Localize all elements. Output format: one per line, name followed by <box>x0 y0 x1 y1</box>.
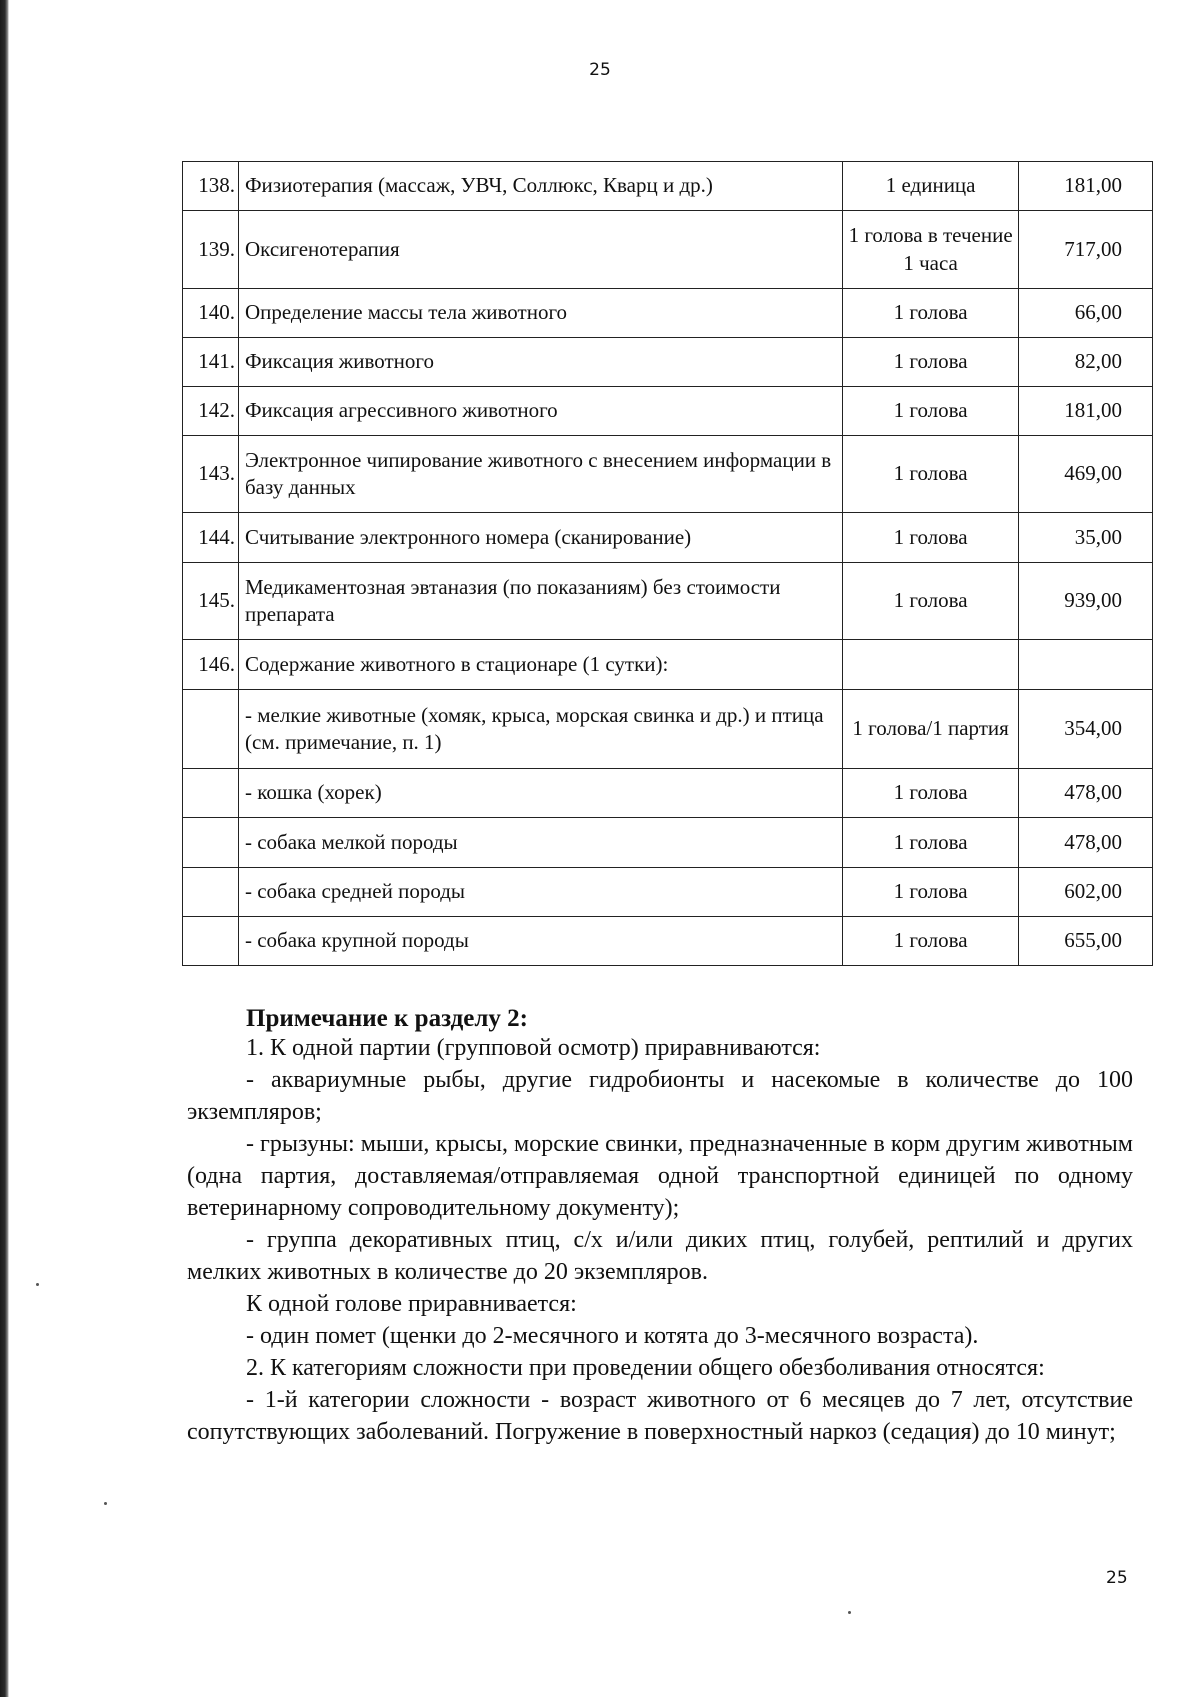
note-heading: Примечание к разделу 2: <box>246 1005 529 1032</box>
unit-of-measure: 1 голова <box>843 338 1019 387</box>
price: 66,00 <box>1019 289 1153 338</box>
note-paragraph: - 1-й категории сложности - возраст животного от 6 месяцев до 7 лет, отсутствие сопутствующих заболеваний. Погружение в поверхностный наркоз (седация) до 10 минут; <box>187 1387 1133 1445</box>
table-row <box>183 917 1153 966</box>
unit-of-measure: 1 голова <box>843 818 1019 868</box>
price: 602,00 <box>1019 868 1153 917</box>
service-name: Физиотерапия (массаж, УВЧ, Соллюкс, Кварц и др.) <box>238 162 842 211</box>
scan-speck <box>36 1283 39 1286</box>
row-number: 142. <box>183 387 239 436</box>
row-number: 140. <box>183 289 239 338</box>
note-paragraph: К одной голове приравнивается: <box>246 1291 577 1317</box>
unit-of-measure: 1 голова <box>843 917 1019 966</box>
unit-of-measure <box>843 640 1019 690</box>
service-name: Фиксация агрессивного животного <box>238 387 842 436</box>
unit-of-measure: 1 голова <box>843 868 1019 917</box>
price: 717,00 <box>1019 211 1153 289</box>
unit-of-measure: 1 голова <box>843 513 1019 563</box>
row-number: 139. <box>183 211 239 289</box>
price: 82,00 <box>1019 338 1153 387</box>
unit-of-measure: 1 голова/1 партия <box>843 690 1019 769</box>
tariff-table <box>182 161 1153 966</box>
service-name: - собака средней породы <box>238 868 842 917</box>
service-name: Содержание животного в стационаре (1 сутки): <box>238 640 842 690</box>
price: 655,00 <box>1019 917 1153 966</box>
page-number-top: 25 <box>589 60 611 80</box>
table-row <box>183 211 1153 289</box>
scan-speck <box>848 1611 851 1614</box>
service-name: Электронное чипирование животного с внесением информации в базу данных <box>238 436 842 513</box>
table-row <box>183 289 1153 338</box>
table-row <box>183 387 1153 436</box>
table-row <box>183 640 1153 690</box>
table-row <box>183 690 1153 769</box>
table-row <box>183 513 1153 563</box>
unit-of-measure: 1 голова <box>843 387 1019 436</box>
row-number: 144. <box>183 513 239 563</box>
service-name: - собака крупной породы <box>238 917 842 966</box>
row-number <box>183 690 239 769</box>
row-number: 143. <box>183 436 239 513</box>
unit-of-measure: 1 голова в течение 1 часа <box>843 211 1019 289</box>
unit-of-measure: 1 голова <box>843 563 1019 640</box>
table-row <box>183 818 1153 868</box>
price: 478,00 <box>1019 818 1153 868</box>
service-name: - мелкие животные (хомяк, крыса, морская свинка и др.) и птица (см. примечание, п. 1) <box>238 690 842 769</box>
table-row <box>183 868 1153 917</box>
note-paragraph: - аквариумные рыбы, другие гидробионты и насекомые в количестве до 100 экземпляров; <box>187 1067 1133 1125</box>
note-paragraph: - группа декоративных птиц, с/х и/или диких птиц, голубей, рептилий и других мелких животных в количестве до 20 экземпляров. <box>187 1227 1133 1285</box>
price: 939,00 <box>1019 563 1153 640</box>
row-number <box>183 868 239 917</box>
row-number: 141. <box>183 338 239 387</box>
table-row <box>183 563 1153 640</box>
price: 35,00 <box>1019 513 1153 563</box>
row-number: 138. <box>183 162 239 211</box>
service-name: Фиксация животного <box>238 338 842 387</box>
service-name: Оксигенотерапия <box>238 211 842 289</box>
service-name: - кошка (хорек) <box>238 769 842 818</box>
unit-of-measure: 1 голова <box>843 289 1019 338</box>
service-name: Медикаментозная эвтаназия (по показаниям) без стоимости препарата <box>238 563 842 640</box>
table-row <box>183 436 1153 513</box>
price: 478,00 <box>1019 769 1153 818</box>
note-paragraph: 2. К категориям сложности при проведении общего обезболивания относятся: <box>246 1355 1045 1381</box>
table-row <box>183 162 1153 211</box>
service-name: Определение массы тела животного <box>238 289 842 338</box>
scan-speck <box>104 1502 107 1505</box>
note-paragraph: - грызуны: мыши, крысы, морские свинки, предназначенные в корм другим животным (одна партия, доставляемая/отправляемая одной транспортной единицей по одному ветеринарному сопроводительному документу); <box>187 1131 1133 1221</box>
unit-of-measure: 1 единица <box>843 162 1019 211</box>
table-row <box>183 338 1153 387</box>
row-number <box>183 818 239 868</box>
unit-of-measure: 1 голова <box>843 769 1019 818</box>
row-number <box>183 769 239 818</box>
row-number: 145. <box>183 563 239 640</box>
note-paragraph: 1. К одной партии (групповой осмотр) приравниваются: <box>246 1035 821 1061</box>
service-name: Считывание электронного номера (сканирование) <box>238 513 842 563</box>
price: 181,00 <box>1019 387 1153 436</box>
table-row <box>183 769 1153 818</box>
price: 469,00 <box>1019 436 1153 513</box>
price <box>1019 640 1153 690</box>
unit-of-measure: 1 голова <box>843 436 1019 513</box>
price: 181,00 <box>1019 162 1153 211</box>
page-number-bottom: 25 <box>1106 1568 1128 1588</box>
note-section <box>187 1003 1133 1448</box>
scan-edge <box>0 0 9 1697</box>
service-name: - собака мелкой породы <box>238 818 842 868</box>
row-number: 146. <box>183 640 239 690</box>
row-number <box>183 917 239 966</box>
price: 354,00 <box>1019 690 1153 769</box>
note-paragraph: - один помет (щенки до 2-месячного и котята до 3-месячного возраста). <box>246 1323 979 1349</box>
